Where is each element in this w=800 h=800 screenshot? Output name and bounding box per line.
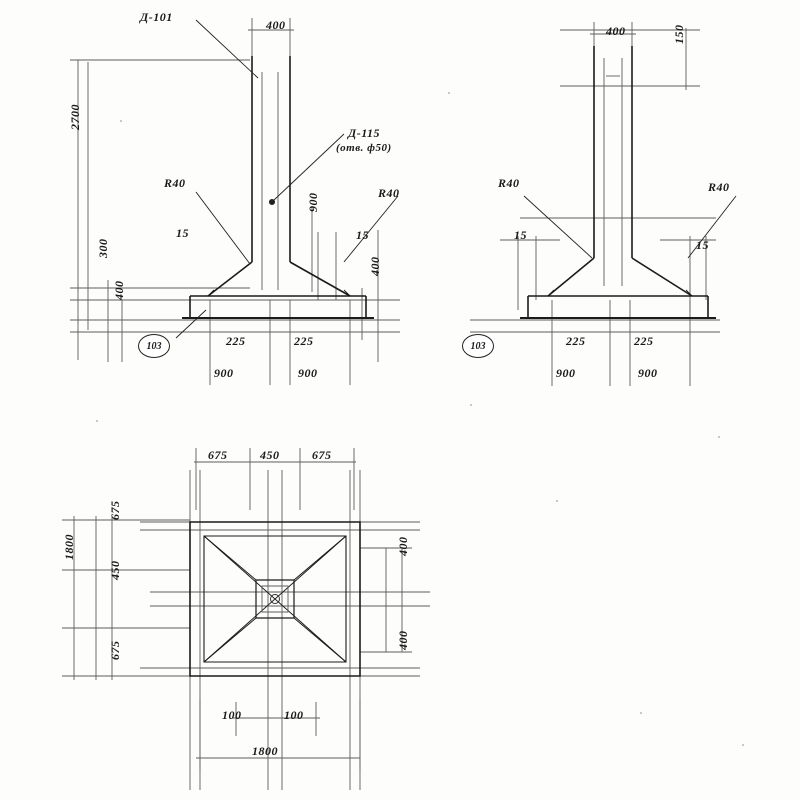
- label-column-width-right: 400: [606, 24, 626, 38]
- label-chamfer-left-2: 15: [356, 228, 369, 242]
- label-plan-top-450: 450: [260, 448, 280, 462]
- label-plan-left-450: 450: [108, 560, 122, 580]
- label-chamfer-right-1: 15: [514, 228, 527, 242]
- scan-speckle: [96, 420, 98, 422]
- label-pedestal-height: 900: [306, 192, 320, 212]
- label-plan-right-400-2: 400: [396, 630, 410, 650]
- label-plan-bottom-100-1: 100: [222, 708, 242, 722]
- scan-speckle: [640, 712, 642, 714]
- label-plan-width-1800: 1800: [252, 744, 278, 758]
- label-mark-d101: Д-101: [140, 10, 173, 24]
- label-width-900-l2: 900: [298, 366, 318, 380]
- label-plan-bottom-100-2: 100: [284, 708, 304, 722]
- label-column-width-left: 400: [266, 18, 286, 32]
- label-chamfer-right-2: 15: [696, 238, 709, 252]
- label-radius-right-2: R40: [708, 180, 730, 194]
- scan-speckle: [448, 92, 450, 94]
- label-offset-225-l1: 225: [226, 334, 246, 348]
- scan-speckle: [742, 744, 744, 746]
- label-total-height: 2700: [68, 104, 82, 130]
- scan-speckle: [120, 120, 122, 122]
- node-mark-103-left: 103: [138, 334, 170, 358]
- label-width-900-l1: 900: [214, 366, 234, 380]
- label-plan-right-400-1: 400: [396, 536, 410, 556]
- scan-speckle: [556, 500, 558, 502]
- label-plan-top-675-1: 675: [208, 448, 228, 462]
- label-step-400-right: 400: [368, 256, 382, 276]
- label-plan-left-675-2: 675: [108, 640, 122, 660]
- label-radius-left-1: R40: [164, 176, 186, 190]
- label-offset-225-r2: 225: [634, 334, 654, 348]
- node-mark-103-right: 103: [462, 334, 494, 358]
- scan-speckle: [718, 436, 720, 438]
- label-step-400: 400: [112, 280, 126, 300]
- label-width-900-r2: 900: [638, 366, 658, 380]
- label-chamfer-left-1: 15: [176, 226, 189, 240]
- label-top-dim-150: 150: [672, 24, 686, 44]
- label-mark-d115: Д-115: [348, 126, 381, 140]
- scan-speckle: [470, 404, 472, 406]
- label-plan-height-1800: 1800: [62, 534, 76, 560]
- label-radius-left-2: R40: [378, 186, 400, 200]
- label-step-300: 300: [96, 238, 110, 258]
- label-plan-top-675-2: 675: [312, 448, 332, 462]
- label-width-900-r1: 900: [556, 366, 576, 380]
- label-mark-d115-note: (отв. ф50): [336, 142, 392, 154]
- label-offset-225-l2: 225: [294, 334, 314, 348]
- label-plan-left-675-1: 675: [108, 500, 122, 520]
- label-radius-right-1: R40: [498, 176, 520, 190]
- label-offset-225-r1: 225: [566, 334, 586, 348]
